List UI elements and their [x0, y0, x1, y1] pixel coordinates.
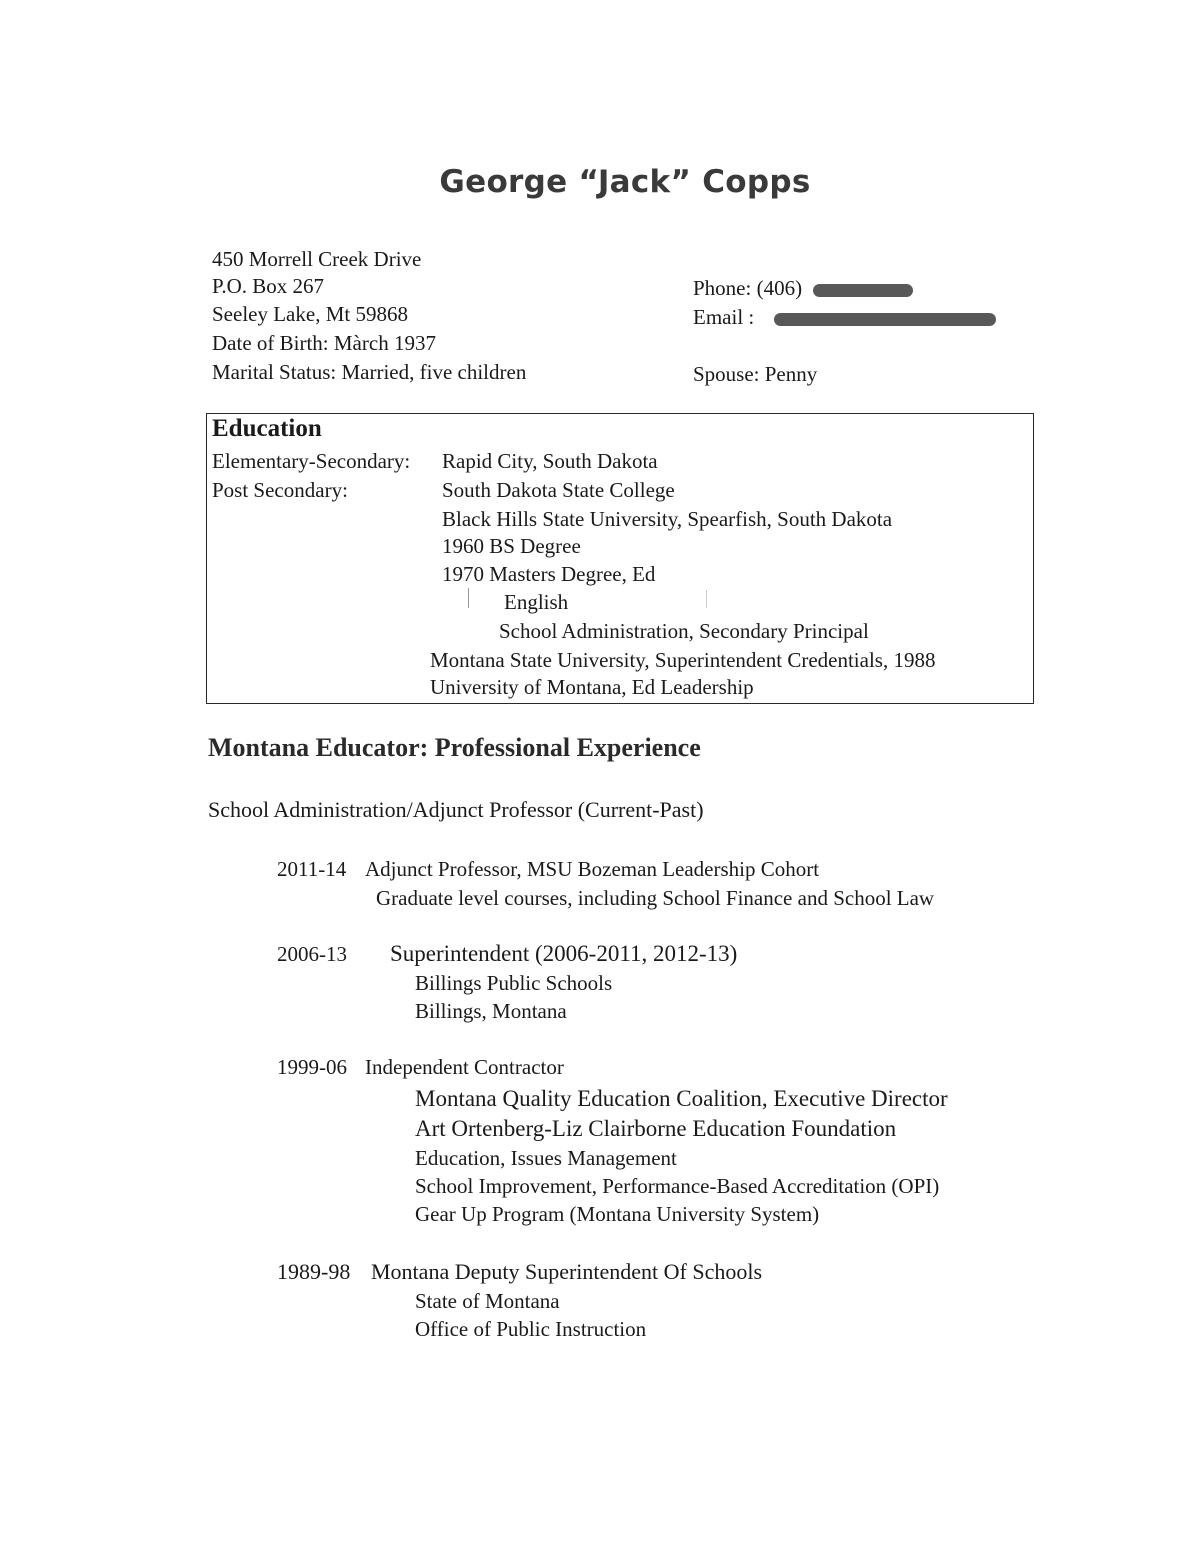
redacted-phone [813, 284, 913, 297]
post-secondary-item: 1960 BS Degree [442, 534, 581, 558]
entry-detail: Montana Quality Education Coalition, Executive Director [415, 1086, 948, 1111]
entry-years: 1999-06 [277, 1055, 347, 1079]
experience-heading: Montana Educator: Professional Experience [208, 733, 701, 762]
post-secondary-item: University of Montana, Ed Leadership [430, 675, 754, 699]
entry-detail: Graduate level courses, including School Finance and School Law [376, 886, 935, 910]
experience-subheading: School Administration/Adjunct Professor (Current-Past) [208, 797, 704, 822]
post-secondary-label: Post Secondary: [212, 478, 348, 502]
redacted-email [774, 313, 996, 326]
entry-detail: School Improvement, Performance-Based Accreditation (OPI) [415, 1174, 940, 1198]
entry-detail: Billings, Montana [415, 999, 567, 1023]
entry-detail: State of Montana [415, 1289, 560, 1313]
address-line-3: Seeley Lake, Mt 59868 [212, 302, 408, 326]
email-label: Email : [693, 305, 755, 329]
post-secondary-item: Montana State University, Superintendent Credentials, 1988 [430, 648, 936, 672]
address-line-1: 450 Morrell Creek Drive [212, 247, 422, 271]
entry-detail: Billings Public Schools [415, 971, 613, 995]
date-of-birth: Date of Birth: Màrch 1937 [212, 331, 436, 355]
scan-mark [706, 590, 707, 608]
address-line-2: P.O. Box 267 [212, 274, 325, 298]
entry-detail: Gear Up Program (Montana University System) [415, 1202, 820, 1226]
post-secondary-item: School Administration, Secondary Principal [499, 619, 869, 643]
spouse: Spouse: Penny [693, 362, 818, 386]
marital-status: Marital Status: Married, five children [212, 360, 527, 384]
entry-title: Montana Deputy Superintendent Of Schools [371, 1259, 763, 1284]
phone-row [693, 274, 913, 302]
education-heading: Education [212, 415, 322, 442]
scan-mark [468, 588, 469, 608]
entry-years: 2011-14 [277, 857, 347, 881]
entry-detail: Office of Public Instruction [415, 1317, 647, 1341]
phone-label: Phone: (406) [693, 276, 803, 300]
entry-title: Adjunct Professor, MSU Bozeman Leadership Cohort [365, 857, 820, 881]
post-secondary-item: South Dakota State College [442, 478, 675, 502]
elementary-label: Elementary-Secondary: [212, 449, 411, 473]
post-secondary-item: 1970 Masters Degree, Ed [442, 562, 656, 586]
entry-title: Superintendent (2006-2011, 2012-13) [390, 941, 738, 966]
resume-name: George “Jack” Copps [439, 164, 811, 200]
elementary-value: Rapid City, South Dakota [442, 449, 658, 473]
post-secondary-item: Black Hills State University, Spearfish, South Dakota [442, 507, 893, 531]
email-row [693, 303, 996, 331]
entry-title: Independent Contractor [365, 1055, 564, 1079]
entry-years: 1989-98 [277, 1259, 351, 1284]
entry-detail: Art Ortenberg-Liz Clairborne Education Foundation [415, 1116, 897, 1141]
entry-years: 2006-13 [277, 942, 347, 966]
entry-detail: Education, Issues Management [415, 1146, 677, 1170]
post-secondary-item: English [504, 590, 569, 614]
